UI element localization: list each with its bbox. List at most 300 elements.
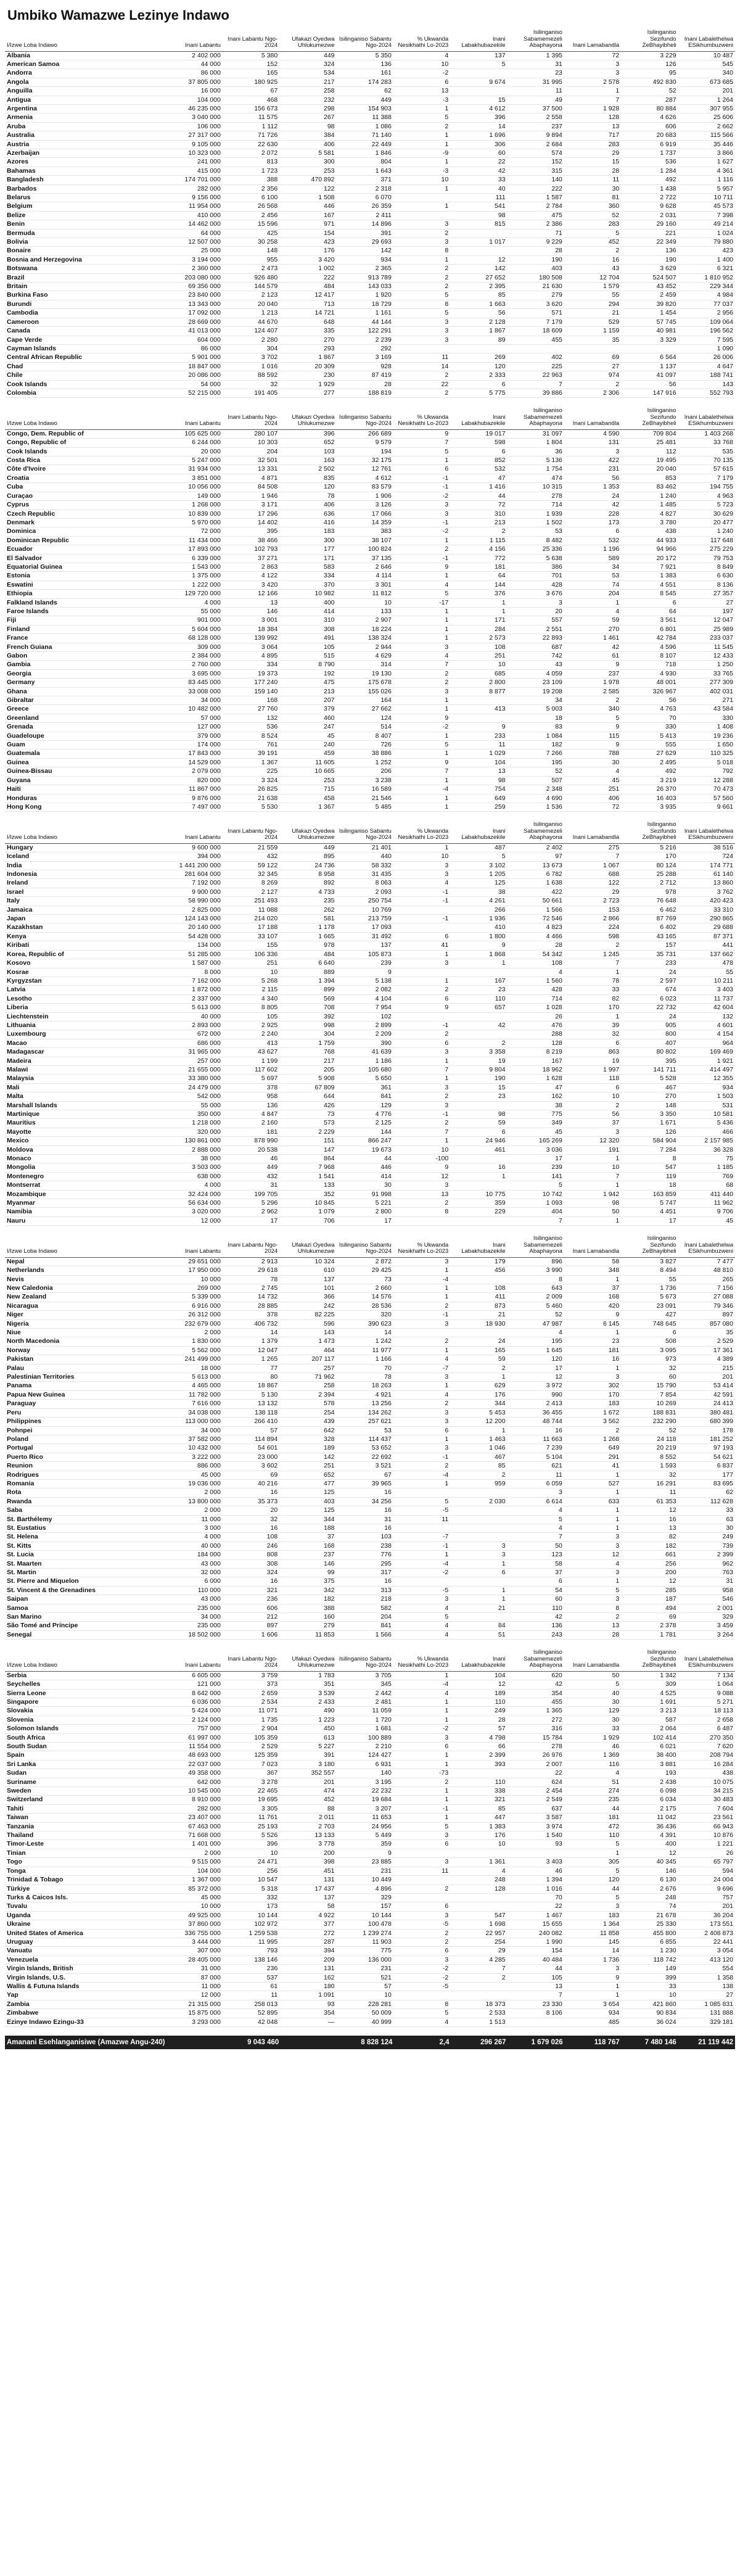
table-cell: 5 424 000 — [165, 1707, 222, 1715]
table-cell: 19 — [564, 1057, 621, 1065]
page-title: Umbiko Wamazwe Lezinye Indawo — [7, 7, 229, 23]
table-cell: 16 — [508, 1426, 564, 1435]
table-cell: 12 — [621, 1577, 678, 1586]
table-cell — [450, 229, 507, 237]
table-cell: 359 — [450, 1199, 507, 1208]
table-cell: 971 — [279, 220, 336, 229]
country-name: Uganda — [5, 1911, 165, 1920]
table-cell: 4 389 — [678, 1355, 735, 1364]
table-cell: 2 399 — [678, 1551, 735, 1559]
country-name: Bangladesh — [5, 176, 165, 184]
table-cell: 110 — [450, 994, 507, 1003]
table-cell: 672 000 — [165, 1030, 222, 1039]
table-cell: 757 — [678, 1893, 735, 1902]
table-cell: 12 047 — [678, 616, 735, 625]
totals-value — [281, 2036, 337, 2049]
country-name: Saipan — [5, 1595, 165, 1604]
table-cell: 5 697 — [223, 1075, 279, 1083]
table-cell: 14 — [564, 1947, 621, 1955]
table-cell: 1 936 — [450, 915, 507, 923]
table-cell: -1 — [393, 888, 450, 896]
table-row — [5, 510, 735, 518]
table-cell: 892 — [279, 879, 336, 888]
table-cell: 1 223 — [279, 1715, 336, 1724]
table-cell: 2 356 — [223, 184, 279, 193]
table-cell: 217 — [279, 78, 336, 86]
country-name: Mozambique — [5, 1190, 165, 1199]
table-cell: 9 696 — [678, 1885, 735, 1893]
table-cell: 20 309 — [279, 362, 336, 371]
table-cell: 10 — [564, 1092, 621, 1101]
table-cell: 3 587 — [508, 1814, 564, 1822]
table-cell: 59 — [450, 1119, 507, 1128]
table-cell: 5 723 — [678, 501, 735, 510]
table-cell: 6 — [564, 1083, 621, 1092]
table-cell: -73 — [393, 1769, 450, 1778]
table-cell: 20 000 — [165, 447, 222, 456]
table-cell: 1 — [393, 202, 450, 211]
table-cell: 2 399 — [450, 1751, 507, 1760]
table-row — [5, 1595, 735, 1604]
table-cell: 2 386 — [508, 220, 564, 229]
table-cell: 761 — [223, 741, 279, 749]
table-row — [5, 78, 735, 86]
country-name: Tinian — [5, 1849, 165, 1857]
table-cell: 10 — [223, 1849, 279, 1857]
table-cell: 11 858 — [564, 1929, 621, 1938]
stats-table — [5, 1648, 735, 2027]
table-row — [5, 211, 735, 220]
totals-value: 7 480 146 — [622, 2036, 678, 2049]
table-row — [5, 1346, 735, 1355]
table-cell: 414 — [279, 607, 336, 616]
table-cell: 249 — [678, 1533, 735, 1542]
table-cell: 1 161 — [337, 309, 393, 318]
table-cell: 154 903 — [337, 104, 393, 113]
table-row — [5, 1048, 735, 1057]
table-cell: 27 357 — [678, 590, 735, 598]
table-cell: 133 — [279, 1181, 336, 1190]
table-cell: 48 001 — [621, 679, 678, 687]
column-header: I/Izwe Loba Indawo — [5, 28, 165, 51]
table-row — [5, 1778, 735, 1786]
table-cell: 441 — [678, 941, 735, 950]
totals-value: 1 679 026 — [508, 2036, 565, 2049]
table-cell: 22 630 — [223, 140, 279, 149]
table-cell: 18 224 — [337, 625, 393, 634]
table-cell: 475 — [279, 679, 336, 687]
table-cell: 1 222 000 — [165, 580, 222, 589]
table-cell: 378 — [223, 1083, 279, 1092]
table-cell: 44 — [337, 1155, 393, 1163]
table-row — [5, 1885, 735, 1893]
table-cell: 176 — [279, 247, 336, 255]
column-header: Inani Lamabandla — [564, 820, 621, 843]
table-cell: 129 — [564, 1707, 621, 1715]
table-cell: 852 — [450, 456, 507, 465]
table-cell: 9 600 000 — [165, 843, 222, 852]
table-cell: 11 653 — [337, 1814, 393, 1822]
table-cell: 181 — [223, 1128, 279, 1136]
table-cell: 131 — [564, 439, 621, 447]
table-cell: 151 — [279, 1137, 336, 1146]
table-cell: 804 — [337, 158, 393, 167]
table-cell: 53 652 — [337, 1444, 393, 1453]
table-cell: 1 — [450, 1373, 507, 1382]
table-cell: 165 269 — [508, 1137, 564, 1146]
table-cell: 42 — [450, 1021, 507, 1030]
country-name: Ghana — [5, 687, 165, 696]
table-cell: 49 925 000 — [165, 1911, 222, 1920]
country-name: Poland — [5, 1435, 165, 1443]
table-cell: 308 — [279, 625, 336, 634]
table-cell: 2 456 — [223, 211, 279, 220]
table-cell: 3 000 — [165, 1524, 222, 1532]
table-row — [5, 1004, 735, 1012]
table-cell: 3 654 — [564, 2000, 621, 2008]
table-cell: 438 — [678, 1769, 735, 1778]
totals-value: 9 043 460 — [224, 2036, 281, 2049]
table-cell: 180 508 — [508, 273, 564, 282]
table-cell: 687 — [508, 643, 564, 651]
table-cell: 1 978 — [564, 679, 621, 687]
table-cell: 643 — [508, 1284, 564, 1293]
table-cell: 277 — [279, 389, 336, 397]
table-row — [5, 309, 735, 318]
country-name: Germany — [5, 679, 165, 687]
table-cell: 4 629 — [337, 652, 393, 661]
table-cell: 2 — [393, 1885, 450, 1893]
table-cell: 29 688 — [678, 923, 735, 932]
table-cell: 28 — [337, 380, 393, 389]
table-cell: -3 — [393, 96, 450, 104]
table-cell: 16 — [564, 1355, 621, 1364]
table-row — [5, 794, 735, 803]
table-cell: 2 956 — [678, 309, 735, 318]
table-cell: 21 — [450, 1604, 507, 1612]
table-cell: 72 — [450, 501, 507, 510]
table-cell: 649 — [564, 1444, 621, 1453]
column-header: Ufakazi Oyedwa Uhlukumezwe — [279, 1234, 336, 1257]
table-row — [5, 598, 735, 607]
table-cell: 7 179 — [508, 318, 564, 326]
table-cell: 50 — [564, 1671, 621, 1680]
table-row — [5, 149, 735, 157]
totals-label: Amanani Esehlanganisiwe (Amazwe Angu-240) — [5, 2036, 224, 2049]
table-cell: 467 — [450, 1453, 507, 1461]
table-cell: 10 — [393, 176, 450, 184]
table-cell: 204 — [223, 447, 279, 456]
table-cell: 974 — [564, 371, 621, 380]
table-cell: 61 353 — [621, 1497, 678, 1506]
table-row — [5, 229, 735, 237]
table-cell: 1 016 — [223, 362, 279, 371]
table-cell: 14 — [393, 362, 450, 371]
table-cell: 32 000 — [165, 1569, 222, 1577]
table-cell: 5 613 000 — [165, 1004, 222, 1012]
table-cell: 4 — [508, 1329, 564, 1337]
table-cell: 835 — [279, 474, 336, 482]
column-header: Isilinganiso Sezifundo ZeBhayibheli — [621, 820, 678, 843]
table-cell: 3 329 — [621, 336, 678, 344]
totals-row — [5, 2036, 735, 2049]
table-cell: 49 — [508, 96, 564, 104]
table-cell: 15 — [564, 158, 621, 167]
table-cell: 20 — [223, 1506, 279, 1515]
table-cell: 3 — [450, 1542, 507, 1550]
table-row — [5, 536, 735, 545]
column-header: Isilinganiso Sezifundo ZeBhayibheli — [621, 28, 678, 51]
table-cell: 2 — [564, 1426, 621, 1435]
table-row — [5, 1092, 735, 1101]
table-cell: 33 380 000 — [165, 1075, 222, 1083]
table-row — [5, 1101, 735, 1110]
country-name: Monaco — [5, 1155, 165, 1163]
table-cell: 217 — [279, 1057, 336, 1065]
table-cell: 3 403 — [678, 986, 735, 994]
table-cell: 3 — [393, 510, 450, 518]
table-cell: 59 122 — [223, 861, 279, 870]
table-cell: 122 — [279, 184, 336, 193]
table-cell: 54 601 — [223, 1444, 279, 1453]
totals-value: 8 828 124 — [337, 2036, 394, 2049]
table-cell: 3 — [393, 238, 450, 247]
table-cell: 3 — [393, 1595, 450, 1604]
table-cell: 388 — [279, 1604, 336, 1612]
table-cell: 80 — [223, 1373, 279, 1382]
column-header: Isilinganiso Sabantu Ngo-2024 — [337, 1648, 393, 1671]
table-cell: 304 — [279, 1030, 336, 1039]
table-row — [5, 439, 735, 447]
table-row — [5, 634, 735, 643]
table-cell: 128 — [564, 114, 621, 122]
table-cell: 5 528 — [621, 1075, 678, 1083]
table-cell: 83 695 — [678, 1479, 735, 1488]
table-row — [5, 679, 735, 687]
table-cell: 40 216 — [223, 1479, 279, 1488]
table-cell: 1 736 — [621, 1284, 678, 1293]
table-cell: 10 056 000 — [165, 483, 222, 492]
table-row — [5, 1965, 735, 1973]
table-cell: 688 — [564, 870, 621, 879]
table-cell: 152 — [508, 158, 564, 167]
table-cell: 4 590 — [564, 429, 621, 438]
table-cell: 85 372 000 — [165, 1885, 222, 1893]
table-cell: 309 000 — [165, 643, 222, 651]
table-cell: 4 361 — [678, 167, 735, 175]
table-cell: 380 481 — [678, 1408, 735, 1417]
table-cell: 1 — [564, 1849, 621, 1857]
table-cell: 142 — [450, 265, 507, 273]
table-cell: 2 318 — [337, 184, 393, 193]
table-cell: 141 711 — [621, 1065, 678, 1074]
country-name: Cayman Islands — [5, 344, 165, 353]
table-cell: 98 — [564, 1199, 621, 1208]
table-cell: 9 088 — [678, 1689, 735, 1698]
table-cell: 94 966 — [621, 545, 678, 554]
table-cell: 10 315 — [508, 483, 564, 492]
table-cell: 1 — [450, 959, 507, 968]
table-cell: 1 252 — [337, 758, 393, 767]
table-cell: 17 — [508, 1155, 564, 1163]
table-cell: 40 000 — [165, 1542, 222, 1550]
table-cell: 235 000 — [165, 1604, 222, 1612]
header-row — [5, 407, 735, 429]
country-name: Türkiye — [5, 1885, 165, 1893]
table-cell: 776 — [337, 1551, 393, 1559]
table-cell: 125 — [279, 1488, 336, 1497]
table-cell: 2 442 — [337, 1689, 393, 1698]
table-cell: 32 — [621, 1364, 678, 1373]
country-name: Argentina — [5, 104, 165, 113]
table-cell: -2 — [393, 69, 450, 78]
table-cell: 237 — [279, 1551, 336, 1559]
table-cell: 913 789 — [337, 273, 393, 282]
country-name: Madeira — [5, 1057, 165, 1065]
table-cell: 6 100 — [223, 194, 279, 202]
table-cell: 11 — [450, 741, 507, 749]
table-cell: 55 000 — [165, 607, 222, 616]
table-cell: 6 — [564, 527, 621, 536]
table-cell: 45 000 — [165, 1471, 222, 1479]
table-cell: 27 652 — [450, 273, 507, 282]
table-cell: 270 — [621, 1092, 678, 1101]
table-cell: 5 562 000 — [165, 1346, 222, 1355]
table-cell: 11 042 — [621, 1814, 678, 1822]
table-cell: 5 — [564, 1680, 621, 1689]
table-cell: 3 780 — [621, 518, 678, 527]
table-cell: 2 378 — [621, 1622, 678, 1630]
table-cell: 2 — [393, 1400, 450, 1408]
table-row — [5, 1137, 735, 1146]
table-cell: 1 — [564, 968, 621, 976]
table-cell: 61 — [223, 1982, 279, 1991]
table-cell — [393, 923, 450, 932]
table-cell: 32 501 — [223, 456, 279, 465]
table-cell: 1 — [393, 776, 450, 785]
table-row — [5, 220, 735, 229]
table-row — [5, 527, 735, 536]
table-cell: 1 221 — [678, 1840, 735, 1849]
table-cell: 59 — [564, 616, 621, 625]
table-cell — [393, 1488, 450, 1497]
table-cell: 657 — [450, 1004, 507, 1012]
table-cell: 378 — [223, 1311, 279, 1319]
country-name: Gabon — [5, 652, 165, 661]
table-cell: 124 143 000 — [165, 915, 222, 923]
table-cell: 16 284 — [678, 1760, 735, 1769]
table-cell: 3 222 000 — [165, 1453, 222, 1461]
table-cell: 44 — [508, 1965, 564, 1973]
table-cell: 137 662 — [678, 950, 735, 959]
country-name: Cook Islands — [5, 380, 165, 389]
country-name: Wallis & Futuna Islands — [5, 1982, 165, 1991]
country-name: Switzerland — [5, 1796, 165, 1804]
table-cell: 105 — [279, 643, 336, 651]
table-row — [5, 104, 735, 113]
table-cell — [450, 69, 507, 78]
table-cell: 19 695 — [223, 1796, 279, 1804]
table-cell: 122 291 — [337, 327, 393, 336]
table-cell: 4 847 — [223, 1110, 279, 1119]
table-cell: 79 753 — [678, 554, 735, 563]
table-cell: 11 088 — [223, 906, 279, 914]
column-header: I/Izwe Loba Indawo — [5, 820, 165, 843]
table-cell: 43 627 — [223, 1048, 279, 1057]
totals-value: 118 767 — [565, 2036, 622, 2049]
table-cell — [393, 1876, 450, 1885]
table-cell — [450, 344, 507, 353]
table-cell: 1 — [564, 1515, 621, 1524]
table-cell: 673 685 — [678, 78, 735, 86]
table-cell: 35 — [564, 336, 621, 344]
table-cell: 295 — [337, 1559, 393, 1568]
table-cell: 7 134 — [678, 1671, 735, 1680]
table-cell: 899 — [279, 986, 336, 994]
table-cell: 212 — [223, 1613, 279, 1622]
table-cell: 298 — [279, 104, 336, 113]
country-name: Azerbaijan — [5, 149, 165, 157]
table-cell: 1 367 000 — [165, 1876, 222, 1885]
table-cell: 117 602 — [223, 1065, 279, 1074]
table-cell: 25 336 — [508, 545, 564, 554]
table-cell: 48 693 000 — [165, 1751, 222, 1760]
table-cell: 370 — [279, 580, 336, 589]
table-cell: 636 — [279, 510, 336, 518]
table-cell: 3 095 — [621, 1346, 678, 1355]
country-name: Timor-Leste — [5, 1840, 165, 1849]
table-row — [5, 1911, 735, 1920]
table-cell: 32 424 000 — [165, 1190, 222, 1199]
table-row — [5, 1039, 735, 1047]
table-cell: 1 395 — [508, 51, 564, 60]
table-cell: 27 662 — [337, 705, 393, 714]
table-cell: 3 — [393, 1257, 450, 1266]
table-cell: 413 — [450, 705, 507, 714]
table-cell: 40 000 — [165, 1012, 222, 1021]
table-cell: 26 568 — [223, 202, 279, 211]
table-cell: 1 408 — [678, 723, 735, 732]
table-cell: 400 — [621, 1840, 678, 1849]
table-cell: 2 784 — [508, 202, 564, 211]
table-cell: 32 — [223, 1515, 279, 1524]
country-name: Solomon Islands — [5, 1725, 165, 1733]
country-name: Belgium — [5, 202, 165, 211]
table-cell: 2 408 873 — [678, 1929, 735, 1938]
table-cell: 182 — [508, 741, 564, 749]
table-cell: 38 000 — [165, 1155, 222, 1163]
table-cell: 18 — [621, 1181, 678, 1190]
table-row — [5, 625, 735, 634]
table-row — [5, 1275, 735, 1284]
table-cell: 2 — [564, 247, 621, 255]
table-cell: 492 — [621, 176, 678, 184]
table-cell: 490 — [279, 1707, 336, 1715]
table-cell: 1 361 — [450, 1858, 507, 1867]
table-cell: 2 — [393, 1462, 450, 1471]
table-cell: 7 — [450, 1965, 507, 1973]
table-cell: 270 — [279, 336, 336, 344]
table-cell: 18 113 — [678, 1707, 735, 1715]
country-name: Slovenia — [5, 1715, 165, 1724]
table-cell: 2 — [393, 545, 450, 554]
table-cell: 2 — [564, 1613, 621, 1622]
table-cell: 1 115 — [450, 536, 507, 545]
table-cell: -1 — [393, 1311, 450, 1319]
table-cell: 74 — [621, 1902, 678, 1911]
table-cell: 4 — [393, 1630, 450, 1639]
column-header: % Ukwanda Nesikhathi Lo-2023 — [393, 1648, 450, 1671]
